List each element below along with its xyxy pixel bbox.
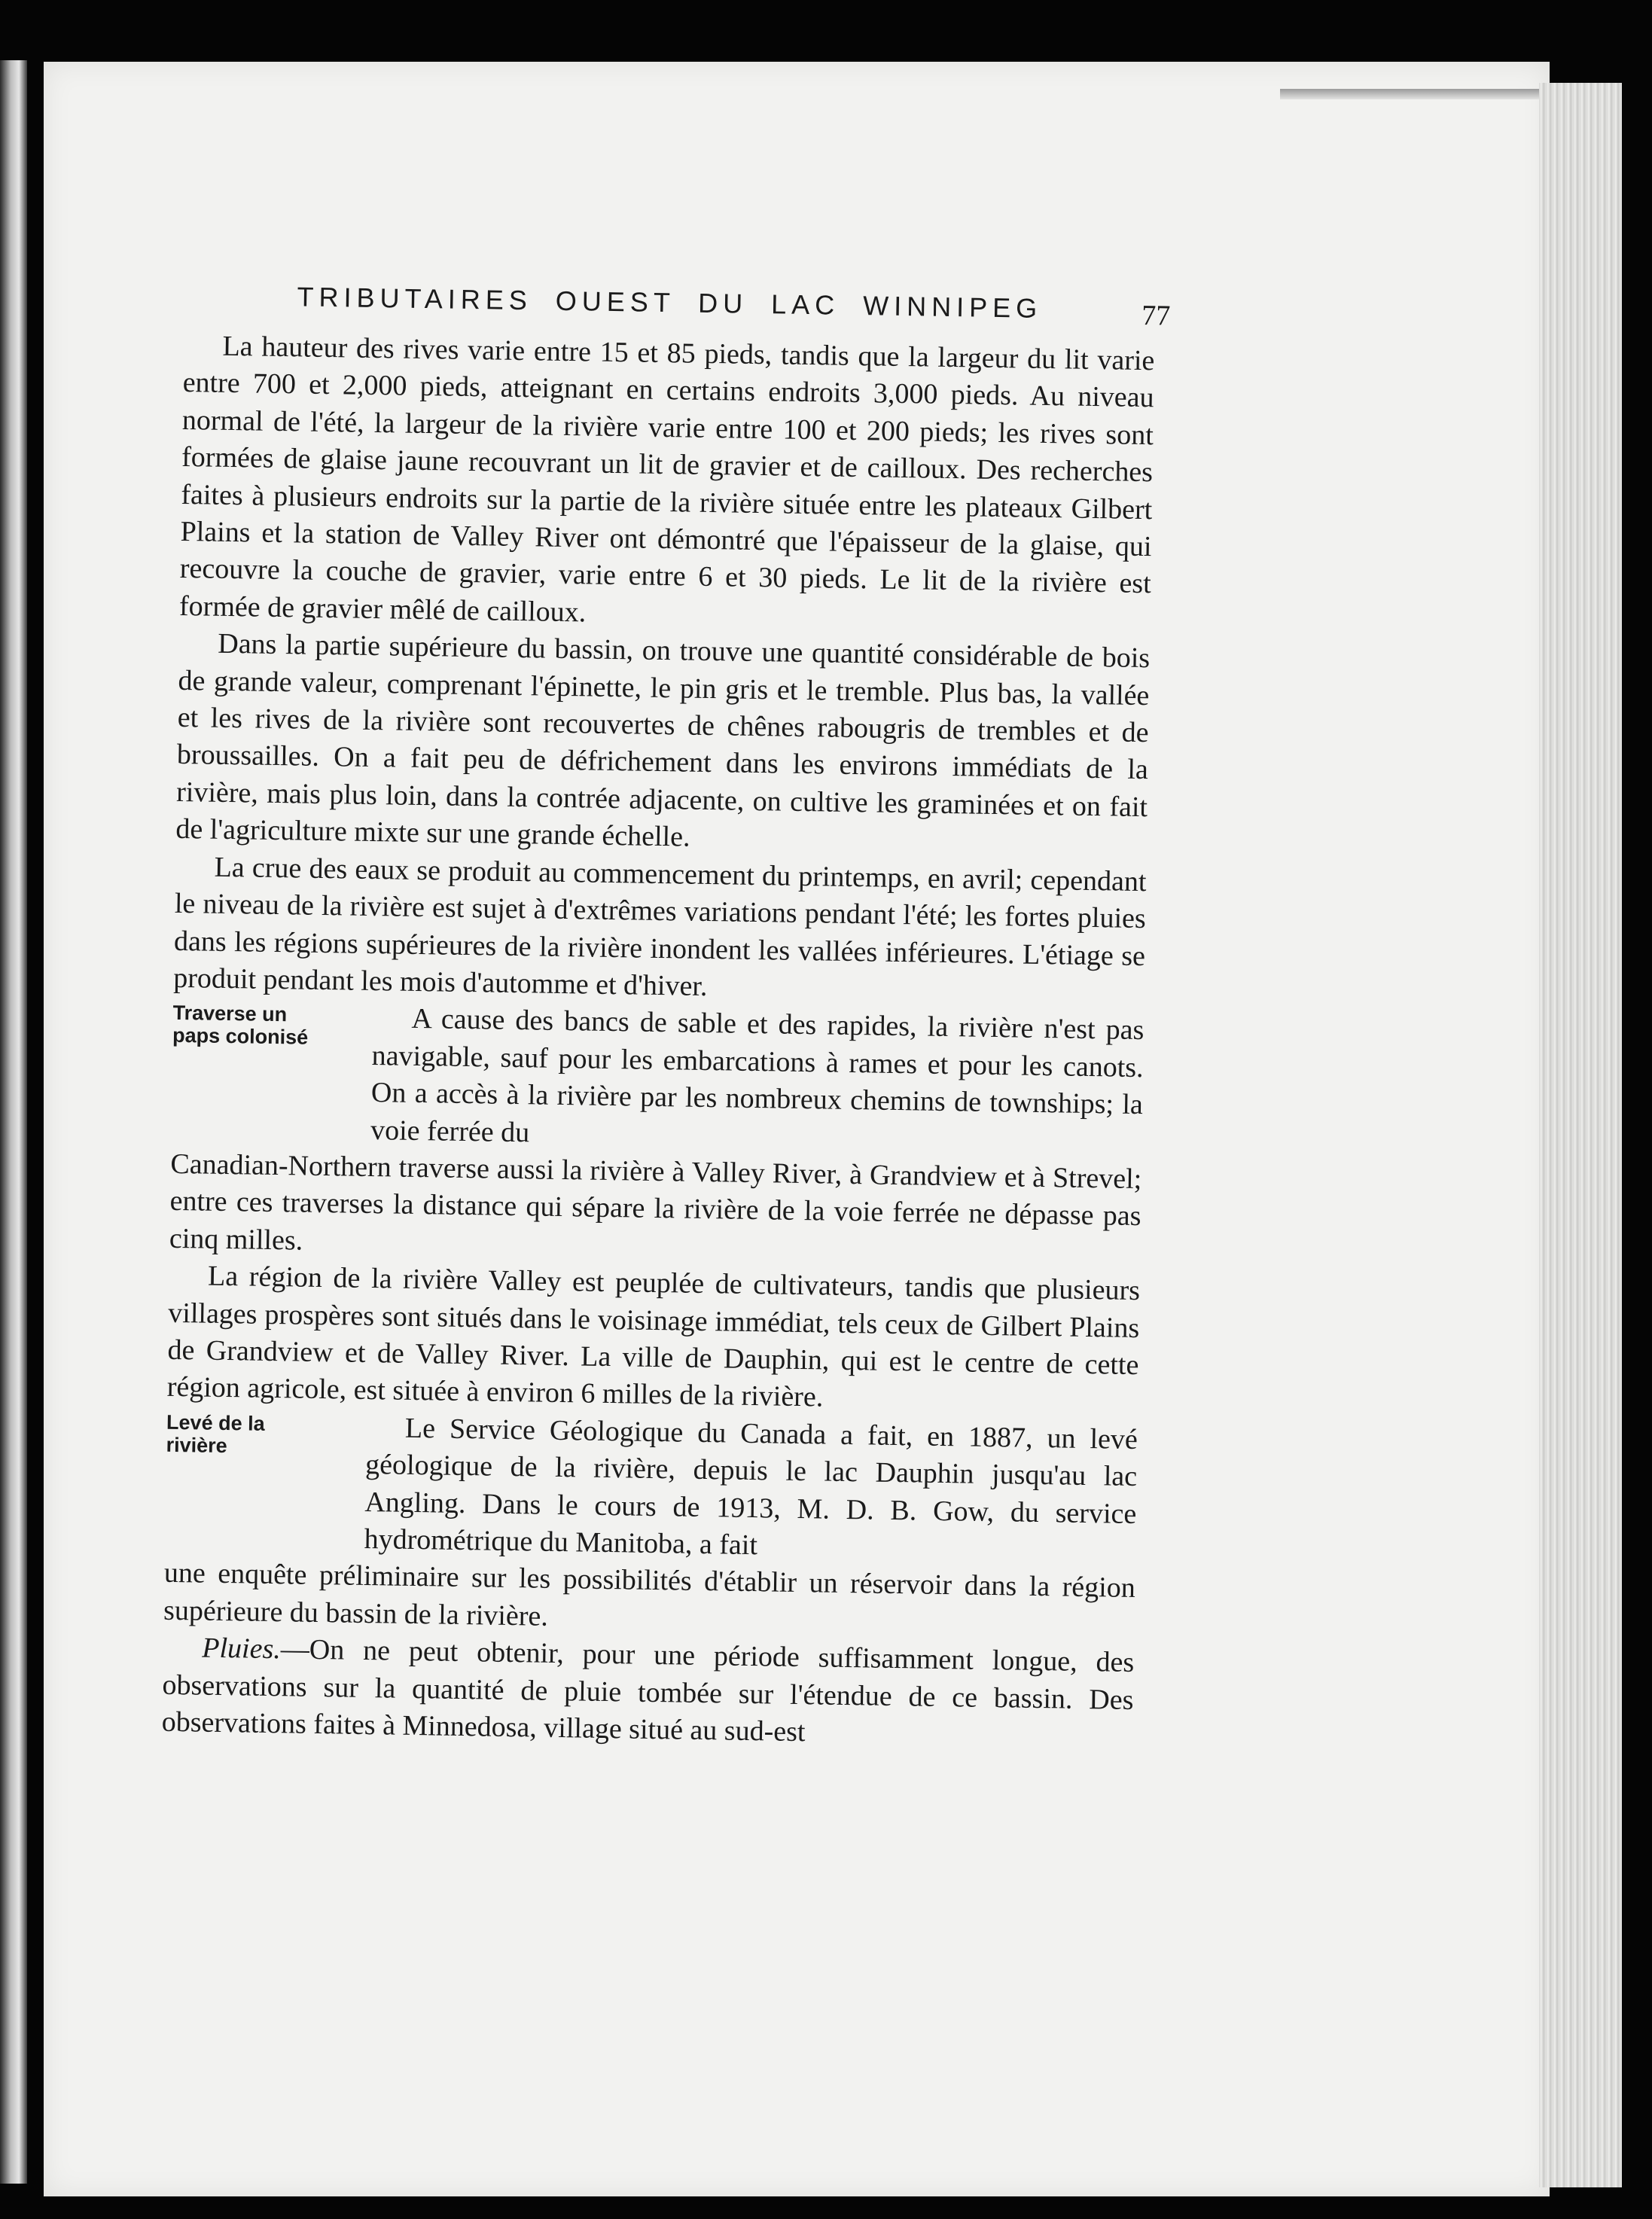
sidenote-leve: Levé de la rivière xyxy=(166,1410,265,1457)
paragraph-floods: La crue des eaux se produit au commencement du printemps, en avril; cependant le niveau de la rivière est sujet à d'extrêmes variations pendant l'été; les fortes pluies dans les régions supérieures de la rivière inondent les vallées inférieures. L'étiage se produit pendant les mois d'automme et d'hiver. xyxy=(173,851,1147,1002)
page-content xyxy=(161,275,1171,1756)
paragraph-vegetation: Dans la partie supérieure du bassin, on trouve une quantité considérable de bois de grande valeur, comprenant l'épinette, le pin gris et le tremble. Plus bas, la vallée et les rives de la rivière sont recouvertes de chênes rabougris de trembles et de broussailles. On a fait peu de défrichement dans les environs immédiats de la rivière, mais plus loin, dans la contrée adjacente, on cultive les graminées et on fait de l'agriculture mixte sur une grande échelle. xyxy=(175,628,1151,853)
previous-page-edge xyxy=(0,60,27,2184)
paragraph-river-banks: La hauteur des rives varie entre 15 et 85 pieds, tandis que la largeur du lit varie entre 700 et 2,000 pieds, atteignant en certains endroits 3,000 pieds. Au niveau normal de l'été, la largeur de la rivière varie entre 100 et 200 pieds; les rives sont formées de glaise jaune recouvrant un lit de gravier et de cailloux. Des recherches faites à plusieurs endroits sur la partie de la rivière située entre les plateaux Gilbert Plains et la station de Valley River ont démontré que l'épaisseur de la glaise, qui recouvre la couche de gravier, varie entre 6 et 30 pieds. Le lit de la rivière est formée de gravier mêlé de cailloux. xyxy=(178,330,1155,629)
paragraph-survey-continued: une enquête préliminaire sur les possibilités d'établir un réservoir dans la région supérieure du bassin de la rivière. xyxy=(163,1557,1136,1632)
sidenote-traverse: Traverse un paps colonisé xyxy=(172,1001,309,1050)
page-top-edge xyxy=(1280,89,1581,99)
section-navigation xyxy=(171,997,1145,1161)
rainfall-text: —On ne peut obtenir, pour une période suffisamment longue, des observations sur la quantité de pluie tombée sur l'étendue de ce bassin. Des observations faites à Minnedosa, village situé au sud-est xyxy=(161,1633,1135,1748)
page-stack-edge xyxy=(1539,83,1622,2187)
paragraph-navigation-continued: Canadian-Northern traverse aussi la rivière à Valley River, à Grandview et à Strevel; entre ces traverses la distance qui sépare la rivière de la voie ferrée ne dépasse pas cinq milles. xyxy=(169,1148,1142,1257)
paragraph-navigation-narrow: A cause des bancs de sable et des rapides, la rivière n'est pas navigable, sauf pour les embarcations à rames et pour les canots. On a accès à la rivière par les nombreux chemins de townships; la voie ferrée du xyxy=(370,1003,1145,1148)
paragraph-survey-narrow: Le Service Géologique du Canada a fait, en 1887, un levé géologique de la rivière, depuis le lac Dauphin jusqu'au lac Angling. Dans le cours de 1913, M. D. B. Gow, du service hydrométrique du Manitoba, a fait xyxy=(364,1412,1138,1562)
running-title: TRIBUTAIRES OUEST DU LAC WINNIPEG xyxy=(297,281,1043,324)
section-survey xyxy=(164,1407,1138,1571)
paragraph-population: La région de la rivière Valley est peuplée de cultivateurs, tandis que plusieurs villages prospères sont situés dans le voisinage immédiat, tels ceux de Gilbert Plains de Grandview et de Valley River. La ville de Dauphin, qui est le centre de cette région agricole, est située à environ 6 milles de la rivière. xyxy=(166,1260,1141,1413)
page-number: 77 xyxy=(1141,299,1171,332)
paragraph-rainfall xyxy=(161,1629,1134,1756)
rainfall-heading: Pluies. xyxy=(202,1632,282,1666)
